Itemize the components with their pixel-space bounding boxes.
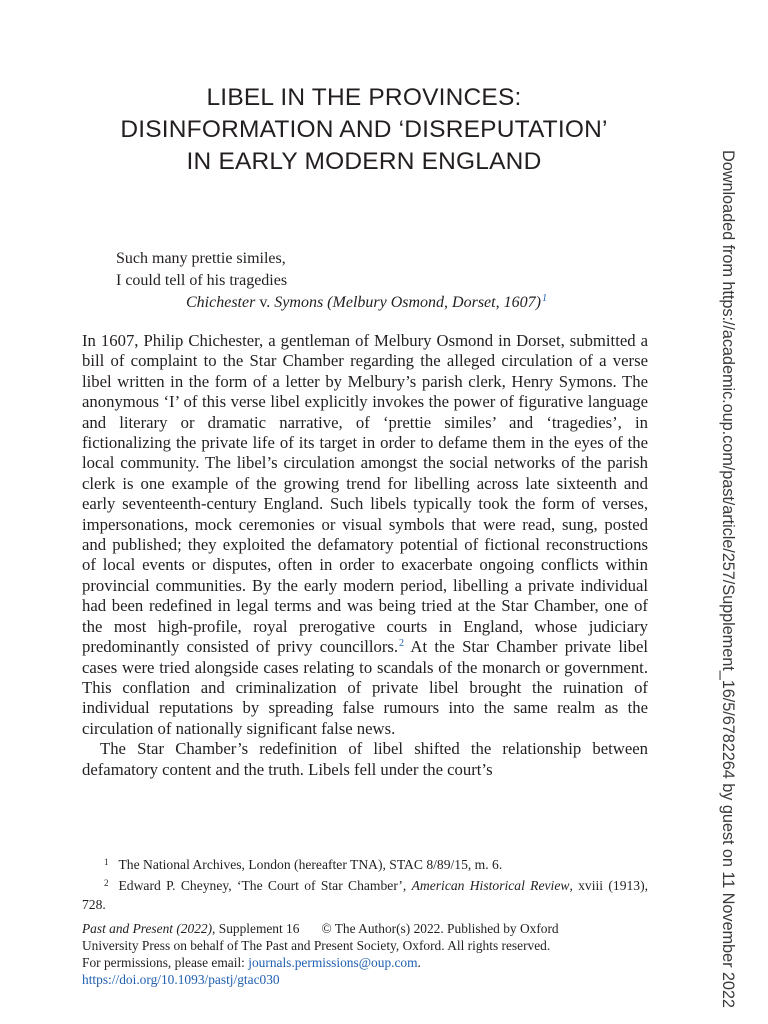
footnote-2 xyxy=(82,874,648,914)
footnote-ref-2[interactable]: 2 xyxy=(399,638,405,650)
download-watermark: Downloaded from https://academic.oup.com/past/article/257/Supplement_16/5/6782264 by guest on 11 November 2022 xyxy=(719,150,737,1008)
citation-versus: v. xyxy=(259,294,271,311)
pubinfo-line-2: University Press on behalf of The Past and Present Society, Oxford. All rights reserved. xyxy=(82,938,551,953)
copyright-text: © The Author(s) 2022. Published by Oxford xyxy=(321,921,559,936)
title-line-3: IN EARLY MODERN ENGLAND xyxy=(186,148,542,175)
permissions-text: For permissions, please email: xyxy=(82,955,249,970)
footnote-1-text: The National Archives, London (hereafter TNA), STAC 8/89/15, m. 6. xyxy=(118,857,503,872)
epigraph-line-2: I could tell of his tragedies xyxy=(116,272,288,289)
paragraph-1-part-a: In 1607, Philip Chichester, a gentleman of Melbury Osmond in Dorset, submitted a bill of complaint to the Star Chamber regarding the alleged circulation of a verse libel written in the form of a letter by Melbury’s parish clerk, Henry Symons. The anonymous ‘I’ of this verse libel explicitly invokes the power of figurative language and literary or dramatic narrative, of ‘prettie similes’ and ‘tragedies’, in fictionalizing the private life of its target in order to defame them in the eyes of the local community. The libel’s circulation amongst the social networks of the parish clerk is one example of the growing trend for libelling across late sixteenth and early seventeenth-century England. Such libels typically took the form of verses, impersonations, mock ceremonies or visual symbols that were read, sung, posted and published; they exploited the defamatory potential of fictional reconstructions of local events or disputes, often in order to exacerbate ongoing conflicts within provincial communities. By the early modern period, libelling a private individual had been redefined in legal terms and was being tried at the Star Chamber, one of the most high-profile, royal prerogative courts in England, whose judiciary predominantly consisted of privy councillors. xyxy=(82,331,648,657)
article-title xyxy=(0,82,728,178)
epigraph-citation xyxy=(186,292,547,314)
supplement-label: , Supplement 16 xyxy=(212,921,300,936)
journal-name: Past and Present (2022) xyxy=(82,921,213,936)
citation-plaintiff: Chichester xyxy=(186,294,256,311)
permissions-period: . xyxy=(417,955,421,970)
title-line-2: DISINFORMATION AND ‘DISREPUTATION’ xyxy=(120,116,608,143)
footnote-2-journal: American Historical Review xyxy=(411,878,570,893)
epigraph-line-1: Such many prettie similes, xyxy=(116,250,286,267)
pubinfo-line-3 xyxy=(82,954,648,971)
permissions-email-link[interactable]: journals.permissions@oup.com xyxy=(248,955,418,970)
pubinfo-line-1 xyxy=(82,920,648,937)
publication-info xyxy=(82,920,648,988)
paragraph-2: The Star Chamber’s redefinition of libel shifted the relationship between defamatory content and the truth. Libels fell under the court’s xyxy=(82,739,648,779)
doi-link[interactable]: https://doi.org/10.1093/pastj/gtac030 xyxy=(82,972,280,987)
epigraph xyxy=(116,248,636,311)
paragraph-1-part-b: At the Star Chamber private libel cases were tried alongside cases relating to scandals of the monarch or government. This conflation and criminalization of private libel brought the ruination of individual reputations by spreading false rumours into the same realm as the circulation of nationally significant false news. xyxy=(82,637,648,738)
title-line-1: LIBEL IN THE PROVINCES: xyxy=(206,84,522,111)
paragraph-1 xyxy=(82,331,648,739)
footnotes xyxy=(82,853,648,914)
main-text xyxy=(82,331,648,780)
footnote-2-number: 2 xyxy=(104,878,109,888)
footnote-ref-1[interactable]: 1 xyxy=(541,293,547,304)
footnote-2-text-b: , xviii (1913), 728. xyxy=(82,878,649,912)
footnote-1 xyxy=(82,853,648,874)
citation-defendant: Symons (Melbury Osmond, Dorset, 1607) xyxy=(274,294,541,311)
footnote-2-text-a: Edward P. Cheyney, ‘The Court of Star Chamber’, xyxy=(118,878,412,893)
footnote-1-number: 1 xyxy=(104,857,109,867)
